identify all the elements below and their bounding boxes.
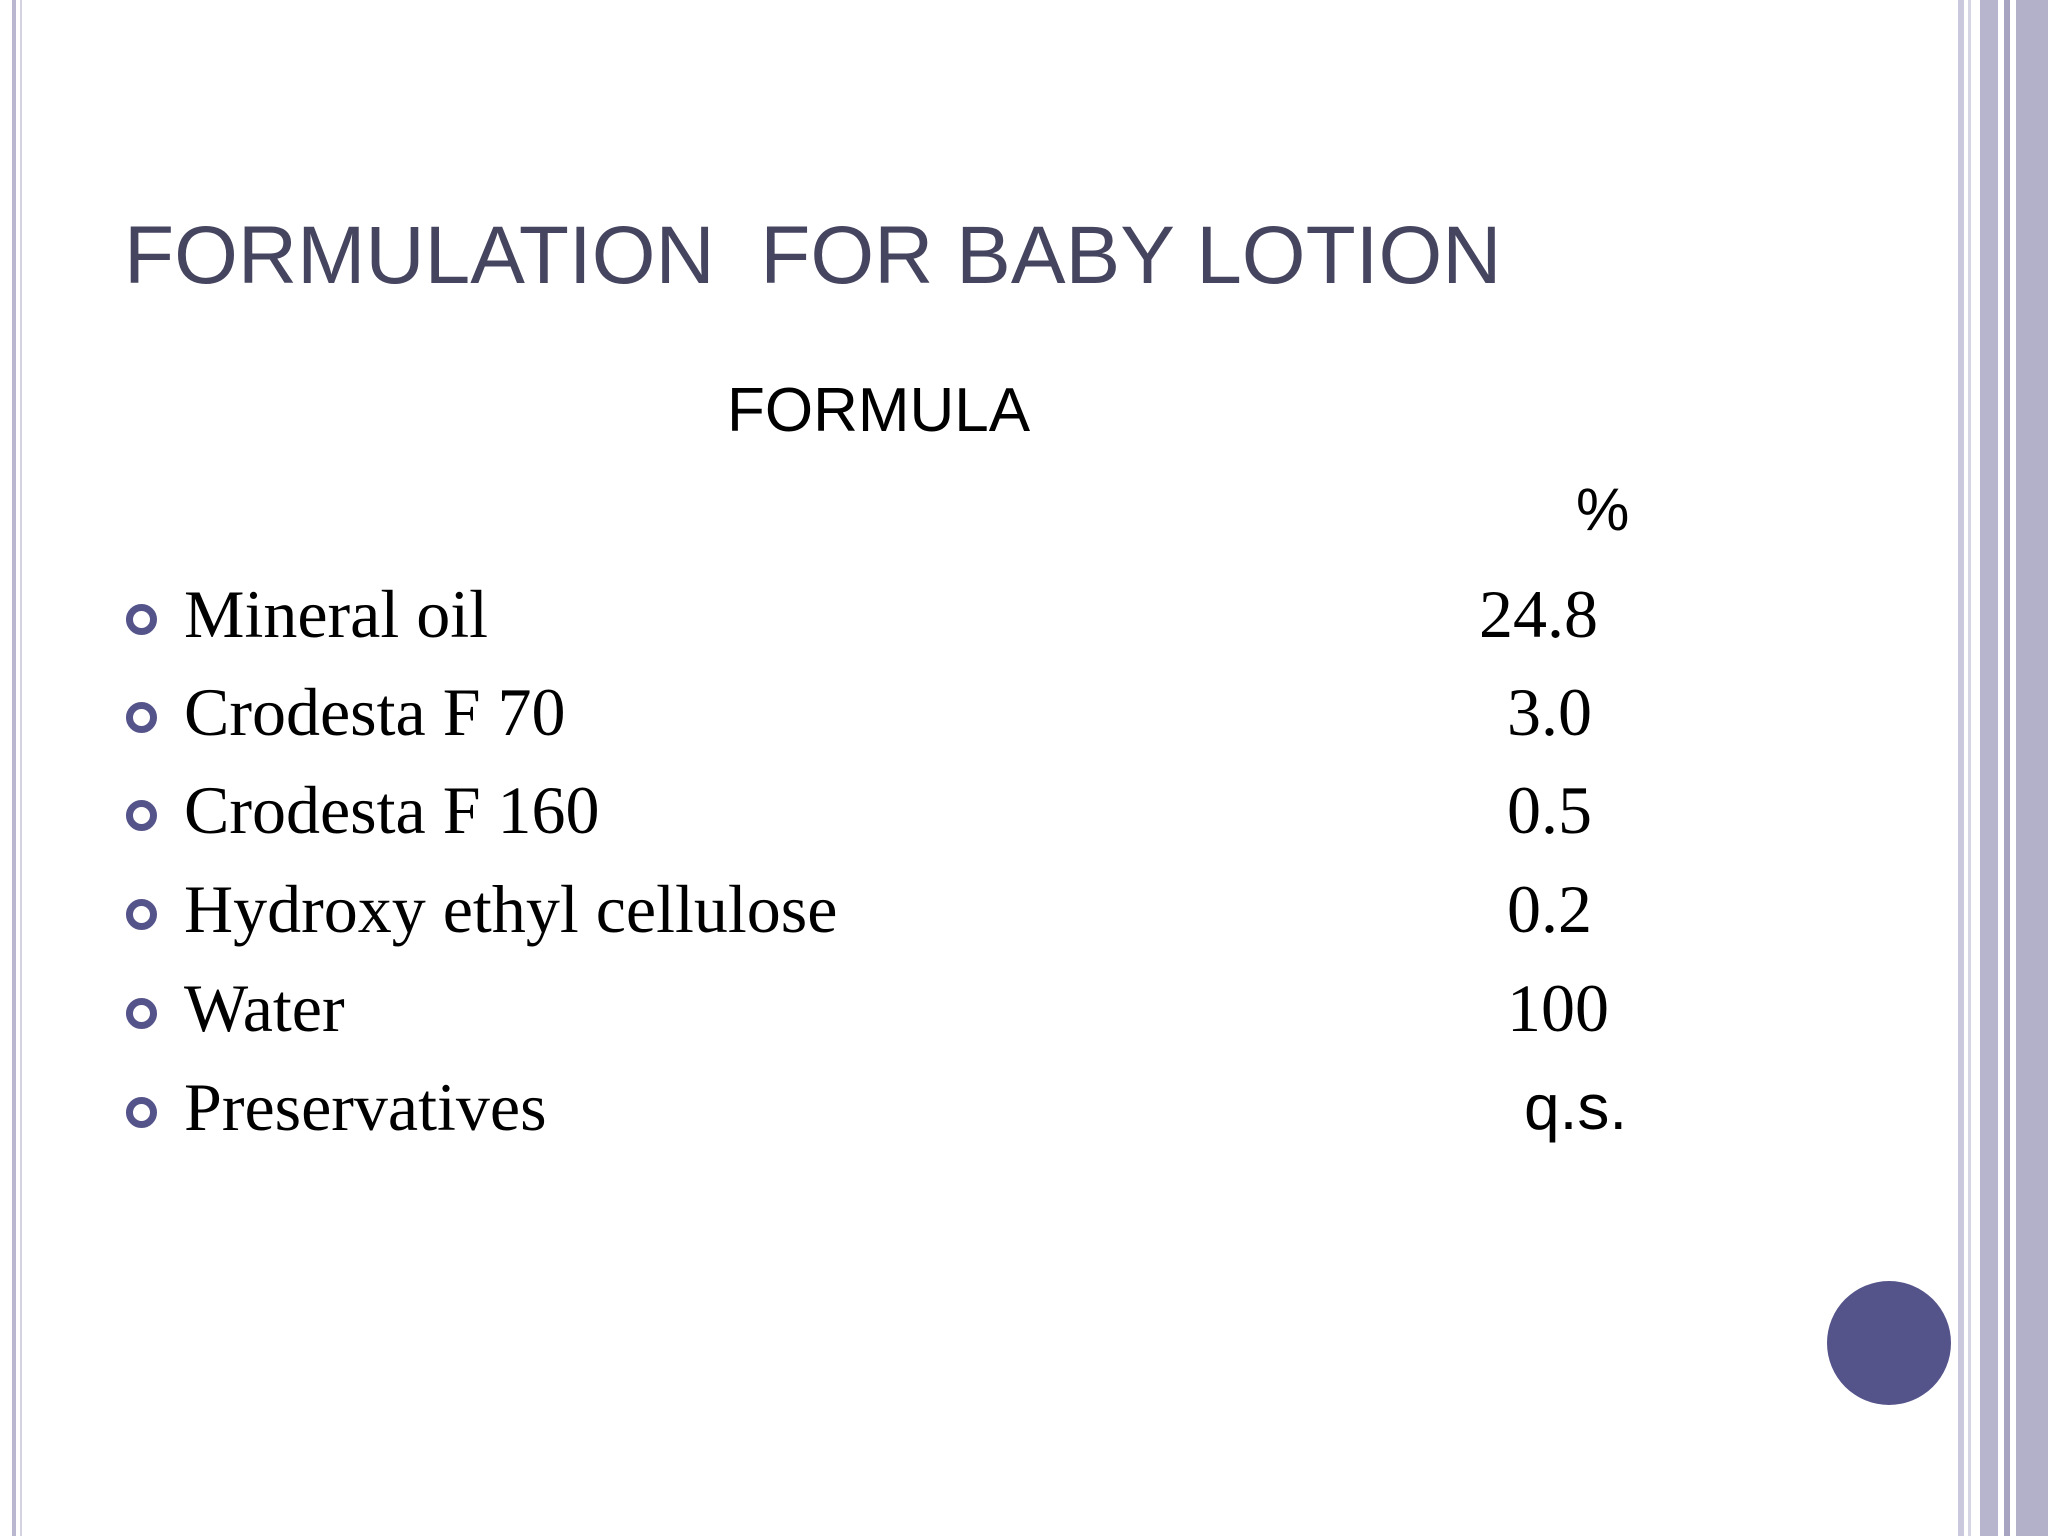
list-item [126, 768, 1686, 858]
formula-heading: FORMULA [727, 376, 1031, 445]
ingredient-name: Crodesta F 160 [184, 772, 600, 848]
right-border-stripe [2004, 0, 2010, 1536]
percent-column-header: % [1576, 476, 1630, 543]
ingredient-amount: 0.5 [1507, 772, 1592, 848]
hollow-circle-bullet-icon [126, 1097, 157, 1128]
ingredient-amount: 24.8 [1479, 576, 1598, 652]
right-border-stripe [1980, 0, 1998, 1536]
list-item [126, 1065, 1686, 1155]
ingredient-amount: 3.0 [1507, 674, 1592, 750]
list-item [126, 966, 1686, 1056]
left-border-stripe [12, 0, 16, 1536]
ingredient-name: Mineral oil [184, 576, 489, 652]
ingredient-name: Hydroxy ethyl cellulose [184, 871, 838, 947]
ingredient-amount: 100 [1507, 970, 1609, 1046]
ingredient-amount: 0.2 [1507, 871, 1592, 947]
right-border-stripe [1958, 0, 1964, 1536]
filled-circle-icon [1827, 1281, 1951, 1405]
ingredient-name: Preservatives [184, 1069, 547, 1145]
right-border-stripe [2016, 0, 2048, 1536]
list-item [126, 867, 1686, 957]
list-item [126, 670, 1686, 760]
list-item [126, 572, 1686, 662]
hollow-circle-bullet-icon [126, 604, 157, 635]
ingredient-amount: q.s. [1524, 1071, 1628, 1143]
hollow-circle-bullet-icon [126, 899, 157, 930]
hollow-circle-bullet-icon [126, 800, 157, 831]
hollow-circle-bullet-icon [126, 702, 157, 733]
left-border-stripe-thin [20, 0, 22, 1536]
ingredient-name: Crodesta F 70 [184, 674, 566, 750]
hollow-circle-bullet-icon [126, 998, 157, 1029]
slide-title: FORMULATION FOR BABY LOTION [124, 210, 1502, 301]
ingredient-name: Water [184, 970, 345, 1046]
right-border-stripe [1968, 0, 1971, 1536]
